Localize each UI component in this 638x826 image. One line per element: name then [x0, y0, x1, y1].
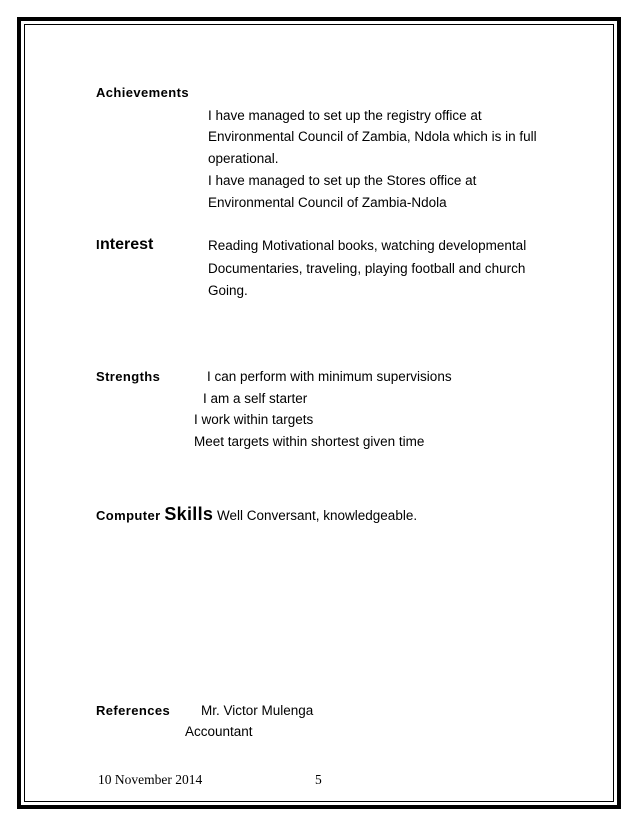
- interest-heading-initial: I: [96, 237, 101, 252]
- footer-date: 10 November 2014: [98, 772, 203, 787]
- reference-name: Mr. Victor Mulenga: [201, 703, 314, 718]
- achievements-line: Environmental Council of Zambia, Ndola which is in full: [208, 129, 537, 144]
- page-number: 5: [315, 772, 322, 787]
- interest-line: Reading Motivational books, watching developmental: [208, 238, 527, 253]
- strengths-line: I am a self starter: [203, 391, 308, 406]
- achievements-line: I have managed to set up the registry office at: [208, 108, 482, 123]
- computer-skills-row: [96, 503, 417, 527]
- interest-line: Going.: [208, 283, 248, 298]
- strengths-line: I can perform with minimum supervisions: [207, 369, 452, 384]
- reference-title: Accountant: [185, 724, 253, 739]
- computer-skills-heading-word2: Skills: [164, 504, 214, 524]
- interest-heading: [96, 237, 153, 253]
- references-heading: References: [96, 703, 171, 718]
- strengths-heading: Strengths: [96, 369, 161, 384]
- interest-line: Documentaries, traveling, playing football and church: [208, 261, 526, 276]
- strengths-line: I work within targets: [194, 412, 314, 427]
- computer-skills-heading-word1: Computer: [96, 508, 161, 523]
- achievements-line: Environmental Council of Zambia-Ndola: [208, 195, 447, 210]
- achievements-line: operational.: [208, 151, 279, 166]
- strengths-line: Meet targets within shortest given time: [194, 434, 425, 449]
- achievements-line: I have managed to set up the Stores office at: [208, 173, 477, 188]
- interest-heading-rest: nterest: [100, 236, 154, 253]
- computer-skills-value: Well Conversant, knowledgeable.: [216, 508, 418, 523]
- achievements-heading: Achievements: [96, 85, 189, 100]
